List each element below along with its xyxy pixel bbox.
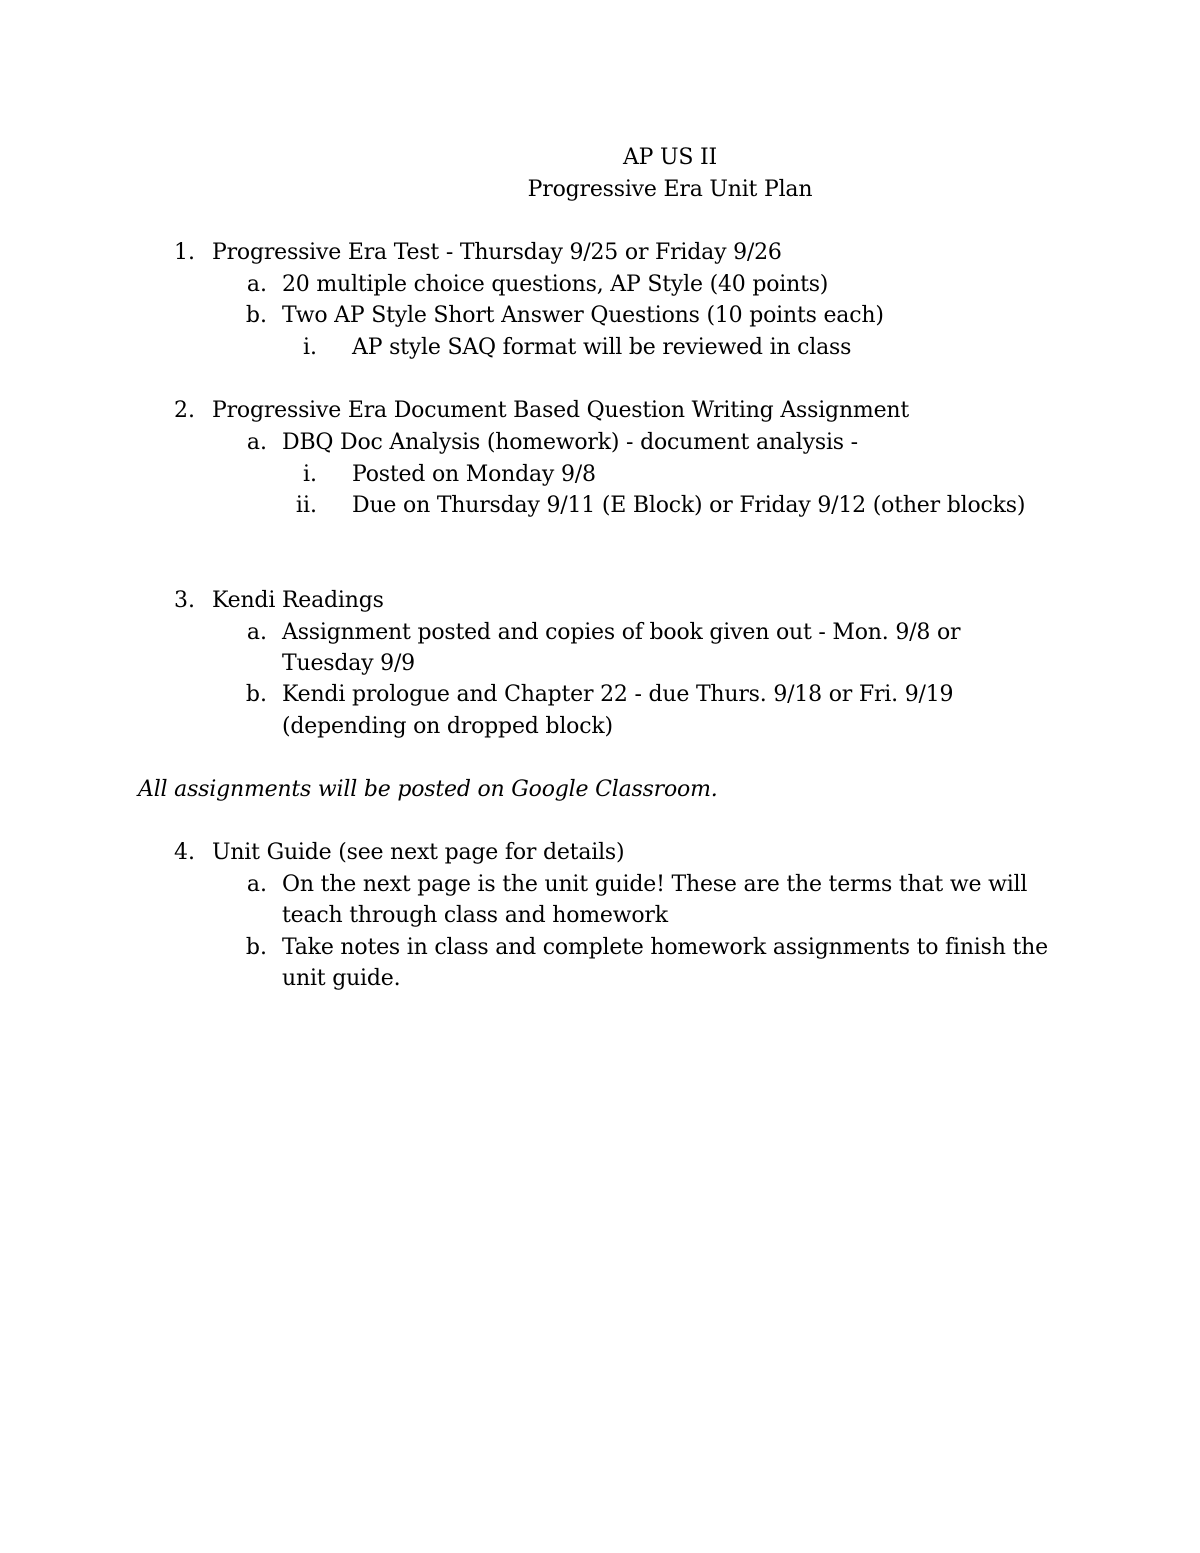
item-2ai-marker: i. bbox=[302, 462, 317, 487]
item-3b-text-line2: (depending on dropped block) bbox=[282, 714, 613, 739]
item-1bi-text: AP style SAQ format will be reviewed in class bbox=[352, 335, 852, 360]
item-3a-text-line2: Tuesday 9/9 bbox=[282, 651, 415, 676]
item-1-marker: 1. bbox=[174, 240, 195, 265]
item-1bi-marker: i. bbox=[302, 335, 317, 360]
item-3b-text-line1: Kendi prologue and Chapter 22 - due Thurs. 9/18 or Fri. 9/19 bbox=[282, 682, 954, 707]
item-3-marker: 3. bbox=[174, 588, 195, 613]
item-1b-text: Two AP Style Short Answer Questions (10 points each) bbox=[282, 303, 884, 328]
doc-title: AP US II bbox=[622, 145, 718, 170]
item-1-text: Progressive Era Test - Thursday 9/25 or Friday 9/26 bbox=[212, 240, 782, 265]
item-3-text: Kendi Readings bbox=[212, 588, 384, 613]
item-4b-marker: b. bbox=[245, 935, 267, 960]
item-2aii-text: Due on Thursday 9/11 (E Block) or Friday 9/12 (other blocks) bbox=[352, 493, 1026, 518]
classroom-note: All assignments will be posted on Google Classroom. bbox=[138, 777, 718, 802]
item-4b-text-line2: unit guide. bbox=[282, 966, 401, 991]
doc-subtitle: Progressive Era Unit Plan bbox=[527, 177, 813, 202]
item-2-text: Progressive Era Document Based Question Writing Assignment bbox=[212, 398, 909, 423]
item-2aii-marker: ii. bbox=[295, 493, 317, 518]
item-4a-marker: a. bbox=[246, 872, 267, 897]
item-1b-marker: b. bbox=[245, 303, 267, 328]
item-2ai-text: Posted on Monday 9/8 bbox=[352, 462, 596, 487]
item-1a-text: 20 multiple choice questions, AP Style (40 points) bbox=[282, 272, 829, 297]
item-4a-text-line2: teach through class and homework bbox=[282, 903, 668, 928]
item-3b-marker: b. bbox=[245, 682, 267, 707]
item-1a-marker: a. bbox=[246, 272, 267, 297]
item-4-text: Unit Guide (see next page for details) bbox=[212, 840, 625, 865]
item-4a-text-line1: On the next page is the unit guide! These are the terms that we will bbox=[282, 872, 1028, 897]
item-2a-marker: a. bbox=[246, 430, 267, 455]
item-3a-marker: a. bbox=[246, 620, 267, 645]
item-2a-text: DBQ Doc Analysis (homework) - document analysis - bbox=[282, 430, 858, 455]
item-2-marker: 2. bbox=[174, 398, 195, 423]
item-3a-text-line1: Assignment posted and copies of book given out - Mon. 9/8 or bbox=[282, 620, 961, 645]
item-4b-text-line1: Take notes in class and complete homework assignments to finish the bbox=[282, 935, 1048, 960]
item-4-marker: 4. bbox=[174, 840, 195, 865]
